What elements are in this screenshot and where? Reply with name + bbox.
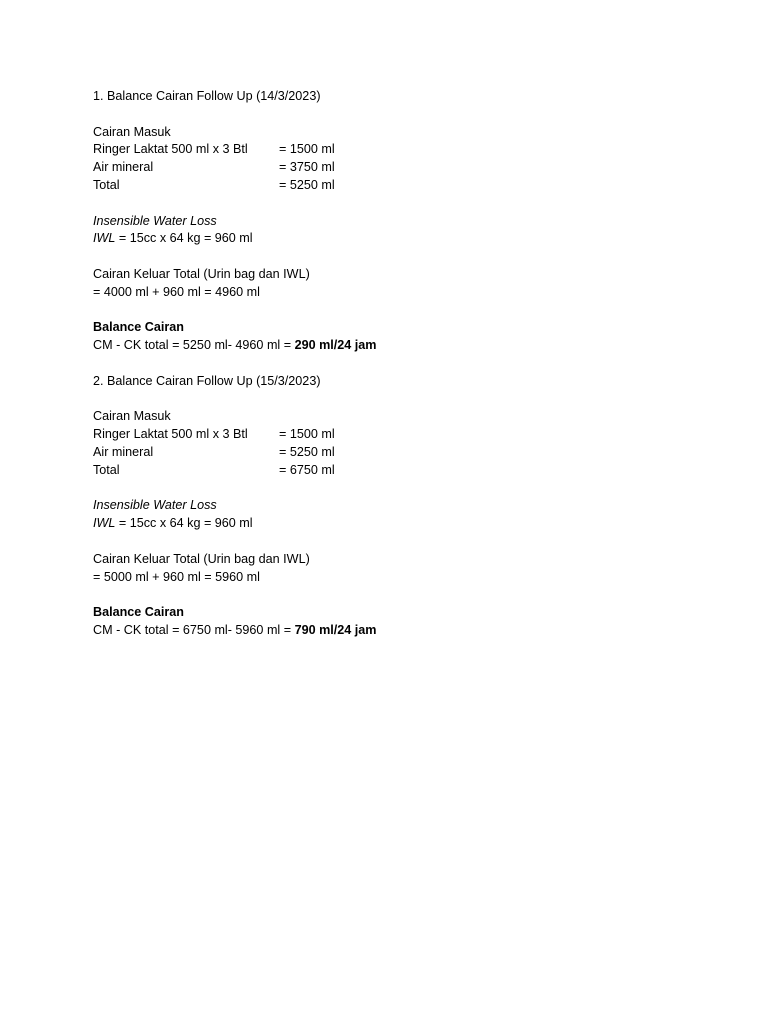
spacer <box>93 480 693 498</box>
iwl-prefix: IWL <box>93 516 116 531</box>
iwl-title: Insensible Water Loss <box>93 498 217 513</box>
balance-formula-line <box>93 622 693 640</box>
intake-row-label: Total <box>93 177 120 192</box>
intake-row-value: = 1500 ml <box>279 427 335 442</box>
intake-row-value: = 1500 ml <box>279 142 335 157</box>
intake-row-value: = 5250 ml <box>279 177 335 192</box>
iwl-formula-line <box>93 515 693 533</box>
intake-row <box>93 159 693 177</box>
section-heading: 2. Balance Cairan Follow Up (15/3/2023) <box>93 373 321 388</box>
spacer <box>93 106 693 124</box>
balance-title: Balance Cairan <box>93 320 184 335</box>
section-heading: 1. Balance Cairan Follow Up (14/3/2023) <box>93 89 321 103</box>
output-title: Cairan Keluar Total (Urin bag dan IWL) <box>93 551 310 566</box>
output-formula: = 4000 ml + 960 ml = 4960 ml <box>93 284 260 299</box>
balance-formula-line <box>93 337 693 355</box>
output-formula: = 5000 ml + 960 ml = 5960 ml <box>93 569 260 584</box>
intake-row-value: = 6750 ml <box>279 462 335 477</box>
intake-row-label: Air mineral <box>93 160 154 175</box>
intake-title: Cairan Masuk <box>93 124 171 139</box>
intake-row <box>93 426 693 444</box>
spacer <box>93 586 693 604</box>
spacer <box>93 195 693 213</box>
intake-row-label: Ringer Laktat 500 ml x 3 Btl <box>93 427 248 442</box>
balance-result: 790 ml/24 jam <box>294 622 377 637</box>
spacer <box>93 533 693 551</box>
balance-formula: CM - CK total = 6750 ml- 5960 ml = <box>93 622 295 637</box>
intake-row <box>93 141 693 159</box>
spacer <box>93 248 693 266</box>
intake-row-value: = 5250 ml <box>279 444 335 459</box>
document-content <box>93 88 693 640</box>
spacer <box>93 302 693 320</box>
iwl-formula-line <box>93 230 693 248</box>
intake-row-label: Total <box>93 462 120 477</box>
output-title: Cairan Keluar Total (Urin bag dan IWL) <box>93 266 310 281</box>
iwl-formula: = 15cc x 64 kg = 960 ml <box>115 516 253 531</box>
intake-row <box>93 462 693 480</box>
intake-row <box>93 177 693 195</box>
spacer <box>93 355 693 373</box>
balance-section-2 <box>93 373 693 640</box>
intake-title: Cairan Masuk <box>93 409 171 424</box>
iwl-title: Insensible Water Loss <box>93 213 217 228</box>
intake-row-label: Air mineral <box>93 444 154 459</box>
iwl-prefix: IWL <box>93 231 116 246</box>
intake-row-value: = 3750 ml <box>279 160 335 175</box>
spacer <box>93 391 693 409</box>
balance-result: 290 ml/24 jam <box>294 338 377 353</box>
balance-section-1 <box>93 88 693 373</box>
intake-row-label: Ringer Laktat 500 ml x 3 Btl <box>93 142 248 157</box>
intake-row <box>93 444 693 462</box>
balance-title: Balance Cairan <box>93 605 184 620</box>
balance-formula: CM - CK total = 5250 ml- 4960 ml = <box>93 338 295 353</box>
iwl-formula: = 15cc x 64 kg = 960 ml <box>115 231 253 246</box>
